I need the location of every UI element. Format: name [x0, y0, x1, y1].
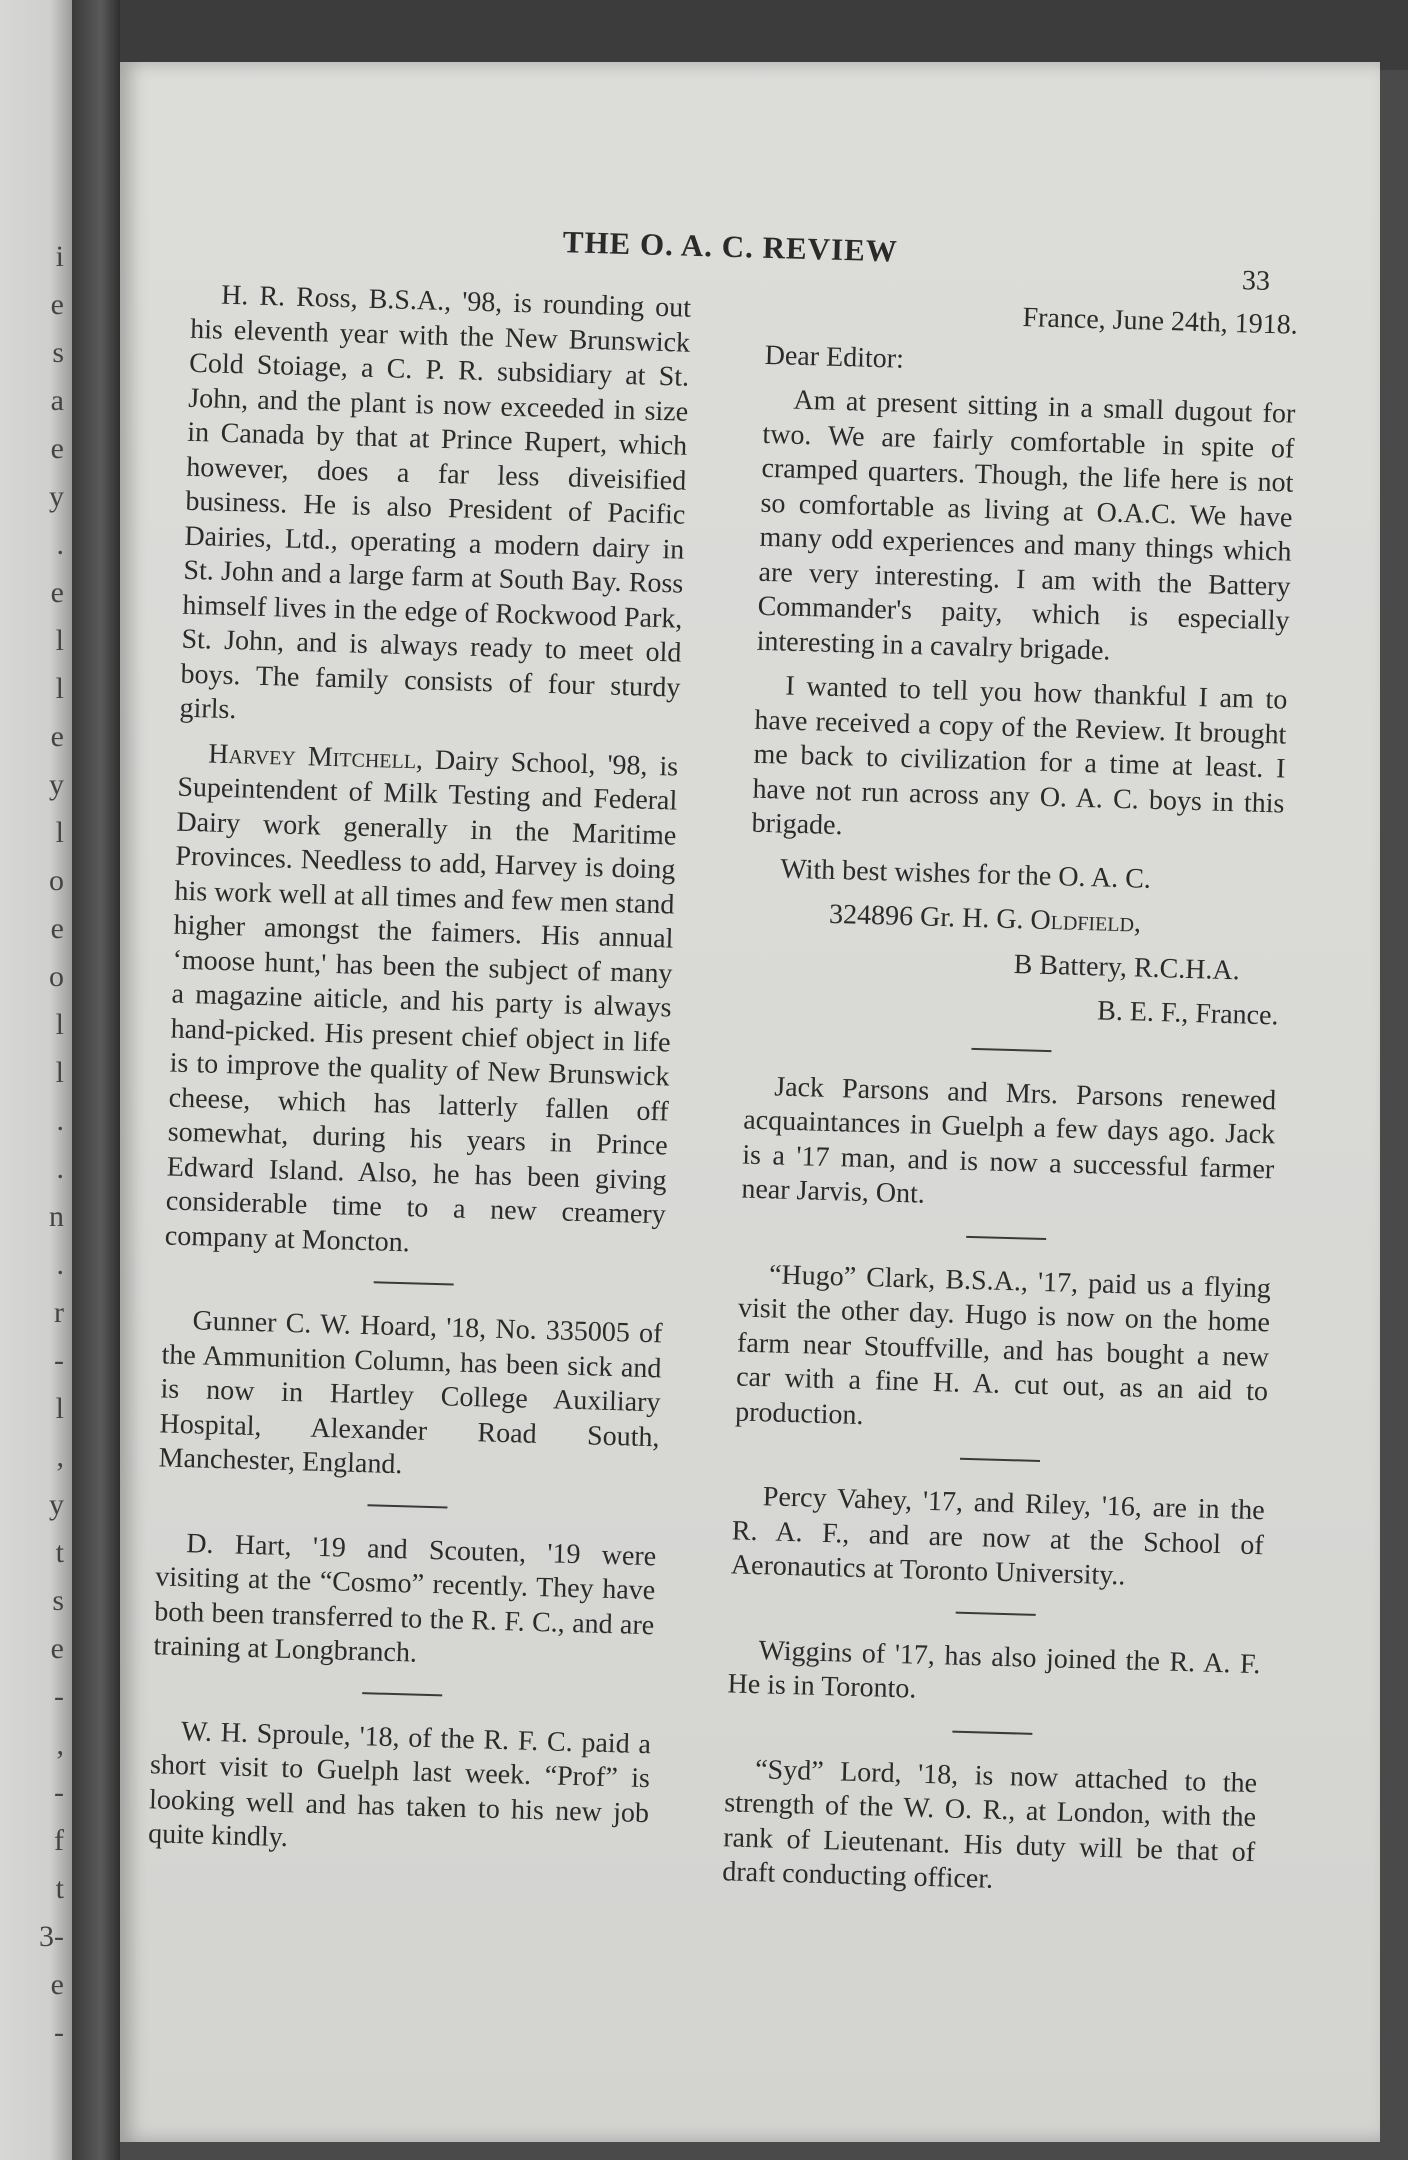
adjacent-page-fragment: e — [50, 1968, 64, 2001]
adjacent-page-fragment: . — [56, 1248, 64, 1281]
letter-closing: With best wishes for the O. A. C. — [779, 853, 1152, 895]
adjacent-page-fragment: l — [55, 1056, 64, 1089]
adjacent-page-fragment: n — [49, 1200, 64, 1233]
left-column — [147, 278, 691, 1876]
section-rule — [367, 1504, 447, 1508]
section-rule — [960, 1458, 1040, 1462]
adjacent-page-fragment: o — [49, 960, 64, 993]
item-mitchell — [164, 736, 678, 1267]
section-rule — [971, 1047, 1051, 1051]
adjacent-page-edge — [0, 0, 72, 2160]
signature-unit: B Battery, R.C.H.A. — [1013, 948, 1241, 986]
magazine-page — [120, 62, 1380, 2142]
adjacent-page-fragment: a — [50, 384, 64, 417]
item-clark: “Hugo” Clark, B.S.A., '17, paid us a flying visit the other day. Hugo is now on the home farm near Stouffville, and has bought a new car with a fine H. A. cut out, as an aid to production. — [734, 1258, 1272, 1431]
adjacent-page-fragment: e — [50, 576, 64, 609]
item-hart: D. Hart, '19 and Scouten, '19 were visiting at the “Cosmo” recently. They have both been transferred to the R. F. C., and are training at Longbranch. — [153, 1527, 657, 1669]
adjacent-page-fragment: y — [49, 768, 64, 801]
adjacent-page-fragment: . — [56, 1152, 64, 1185]
adjacent-page-fragment: l — [55, 1008, 64, 1041]
adjacent-page-fragment: , — [56, 1440, 64, 1473]
adjacent-page-fragment: - — [54, 1776, 64, 1809]
item-lord: “Syd” Lord, '18, is now attached to the strength of the W. O. R., at London, with the rank of Lieutenant. His duty will be that of draft conducting officer. — [721, 1753, 1258, 1895]
letter-signature — [749, 896, 1282, 945]
adjacent-page-fragment: l — [55, 816, 64, 849]
adjacent-page-fragment: - — [54, 1344, 64, 1377]
item-vahey: Percy Vahey, '17, and Riley, '16, are in the R. A. F., and are now at the School of Aeronautics at Toronto University.. — [730, 1481, 1266, 1592]
adjacent-page-fragment: e — [50, 720, 64, 753]
adjacent-page-fragment: . — [56, 1104, 64, 1137]
adjacent-page-fragment: i — [55, 240, 64, 273]
adjacent-page-fragment: - — [54, 1680, 64, 1713]
adjacent-page-fragment: y — [49, 480, 64, 513]
adjacent-page-fragment: , — [56, 1728, 64, 1761]
section-rule — [362, 1692, 442, 1696]
signature-location: B. E. F., France. — [1096, 995, 1279, 1032]
adjacent-page-fragment: e — [50, 912, 64, 945]
adjacent-page-fragment: f — [54, 1824, 64, 1857]
section-rule — [966, 1235, 1046, 1239]
page-number: 33 — [1241, 265, 1271, 297]
adjacent-page-fragment: . — [56, 528, 64, 561]
adjacent-page-fragment: s — [52, 1584, 64, 1617]
adjacent-page-fragment: l — [55, 624, 64, 657]
adjacent-page-fragment: e — [50, 1632, 64, 1665]
letter-greeting: Dear Editor: — [764, 339, 905, 375]
adjacent-page-fragment: r — [54, 1296, 64, 1329]
adjacent-page-fragment: s — [52, 336, 64, 369]
item-sproule: W. H. Sproule, '18, of the R. F. C. paid a short visit to Guelph last week. “Prof” is looking well and has taken to his new job quite kindly. — [147, 1715, 652, 1854]
section-rule — [956, 1611, 1036, 1615]
signature-prefix: 324896 Gr. H. G. — [828, 898, 1031, 936]
running-head: THE O. A. C. REVIEW — [562, 224, 899, 269]
right-column — [722, 294, 1299, 1915]
item-wiggins: Wiggins of '17, has also joined the R. A. F. He is in Toronto. — [727, 1634, 1261, 1705]
adjacent-page-fragment: e — [50, 288, 64, 321]
adjacent-page-fragment: l — [55, 1392, 64, 1425]
section-rule — [952, 1730, 1032, 1734]
adjacent-page-fragment: l — [55, 672, 64, 705]
page-content — [90, 45, 1408, 2159]
adjacent-page-fragment: - — [54, 2016, 64, 2049]
adjacent-page-fragment: y — [49, 1488, 64, 1521]
adjacent-page-fragment: t — [55, 1536, 64, 1569]
adjacent-page-fragment: o — [49, 864, 64, 897]
letter-paragraph-2: I wanted to tell you how thankful I am to have received a copy of the Review. It brought me back to civilization for a time at least. I have not run across any O. A. C. boys in this brigade. — [751, 670, 1288, 842]
letter-dateline: France, June 24th, 1918. — [1022, 302, 1299, 341]
mitchell-name: Harvey Mitchell, — [207, 737, 424, 775]
adjacent-page-fragment: t — [55, 1872, 64, 1905]
adjacent-page-fragment: e — [50, 432, 64, 465]
section-rule — [374, 1281, 454, 1285]
signature-name: Oldfield, — [1030, 904, 1142, 939]
mitchell-text: Dairy School, '98, is Supeintendent of Milk Testing and Federal Dairy work generally in the Maritime Provinces. Needless to add, Harvey is doing his work well at all times and few men stand higher amongst the faimers. His annual ‘moose hunt,' has been the subject of many a magazine aiticle, and his party is always hand-picked. His present chief object in life is to improve the quality of New Brunswick cheese, which has latterly fallen off somewhat, during his years in Prince Edward Island. Also, he has been giving considerable time to a new creamery company at Moncton. — [164, 743, 679, 1258]
item-parsons: Jack Parsons and Mrs. Parsons renewed acquaintances in Guelph a few days ago. Jack is a '17 man, and is now a successful farmer near Jarvis, Ont. — [741, 1070, 1277, 1210]
item-hoard: Gunner C. W. Hoard, '18, No. 335005 of the Ammunition Column, has been sick and is now in Hartley College Auxiliary Hospital, Alexander Road South, Manchester, England. — [158, 1305, 663, 1481]
adjacent-page-fragment: 3- — [39, 1920, 64, 1953]
item-ross: H. R. Ross, B.S.A., '98, is rounding out his eleventh year with the New Brunswick Cold Stoiage, a C. P. R. subsidiary at St. John, and the plant is now exceeded in size in Canada by that at Prince Rupert, which however, does a far less diveisified business. He is also President of Pacific Dairies, Ltd., operating a modern dairy in St. John and a large farm at South Bay. Ross himself lives in the edge of Rockwood Park, St. John, and is always ready to meet old boys. The family consists of four sturdy girls. — [179, 279, 692, 726]
letter-paragraph-1: Am at present sitting in a small dugout for two. We are fairly comfortable in spite of cramped quarters. Though, the life here is not so comfortable as living at O.A.C. We have many odd experiences and many things which are very interesting. I am with the Battery Commander's paity, which is especially interesting in a cavalry brigade. — [756, 384, 1296, 667]
